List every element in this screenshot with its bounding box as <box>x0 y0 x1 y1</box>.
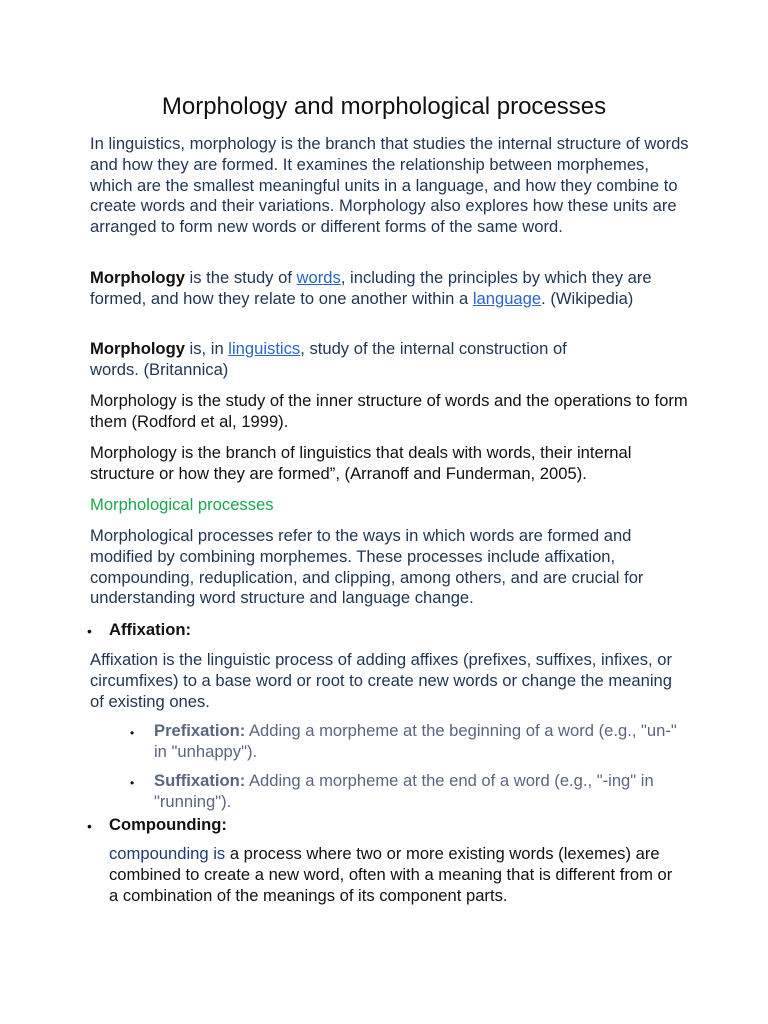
def-text: is the study of <box>184 268 297 287</box>
suffixation-label: Suffixation: <box>154 771 246 790</box>
definition-aronoff: Morphology is the branch of linguistics that deals with words, their internal structure or how they are formed”, (Arranoff and Funderman, 2005). <box>90 443 632 483</box>
link-words[interactable]: words <box>296 268 341 287</box>
section-intro-paragraph: Morphological processes refer to the ways in which words are formed and modified by combining morphemes. These processes include affixation, compounding, reduplication, and clipping, among others, and are crucial for understanding word structure and language change. <box>90 526 644 608</box>
bullet-icon: • <box>87 623 92 639</box>
def-text: is, in <box>184 339 229 358</box>
list-item-prefixation <box>154 721 684 763</box>
bullet-icon: • <box>130 726 135 740</box>
compounding-text: a process where two or more existing words (lexemes) are combined to create a new word, often with a meaning that is different from or a combination of the meanings of its component parts. <box>109 844 673 905</box>
link-language[interactable]: language <box>472 288 542 308</box>
section-heading: Morphological processes <box>90 495 274 514</box>
list-item-suffixation <box>154 771 684 813</box>
bullet-icon: • <box>87 818 92 834</box>
term-morphology: Morphology <box>90 339 185 358</box>
affixation-heading: Affixation: <box>109 620 192 639</box>
compounding-heading: Compounding: <box>109 815 227 834</box>
def-text: , including the principles by which they are formed, and how they relate to one another within a <box>90 268 652 308</box>
definition-wikipedia <box>90 268 690 310</box>
affixation-paragraph: Affixation is the linguistic process of adding affixes (prefixes, suffixes, infixes, or circumfixes) to a base word or root to create new words or change the meaning of existing ones. <box>90 650 672 711</box>
suffixation-text: Adding a morpheme at the end of a word (e.g., "-ing" in "running"). <box>154 771 654 811</box>
prefixation-text: Adding a morpheme at the beginning of a word (e.g., "un-" in "unhappy"). <box>154 721 677 761</box>
term-morphology: Morphology <box>90 268 185 287</box>
compounding-paragraph <box>109 844 684 906</box>
definition-britannica <box>90 339 610 381</box>
def-text: , study of the internal construction of words. (Britannica) <box>90 339 567 379</box>
definition-radford: Morphology is the study of the inner structure of words and the operations to form them (Rodford et al, 1999). <box>90 391 688 431</box>
page-title: Morphology and morphological processes <box>161 93 607 120</box>
intro-paragraph: In linguistics, morphology is the branch that studies the internal structure of words and how they are formed. It examines the relationship between morphemes, which are the smallest meaningful units in a language, and how they combine to create words and their variations. Morphology also explores how these units are arranged to form new words or different forms of the same word. <box>90 134 689 237</box>
prefixation-label: Prefixation: <box>154 721 246 740</box>
def-text: . (Wikipedia) <box>541 288 634 308</box>
compounding-lead: compounding is <box>109 844 226 863</box>
bullet-icon: • <box>130 776 135 790</box>
link-linguistics[interactable]: linguistics <box>228 339 301 358</box>
